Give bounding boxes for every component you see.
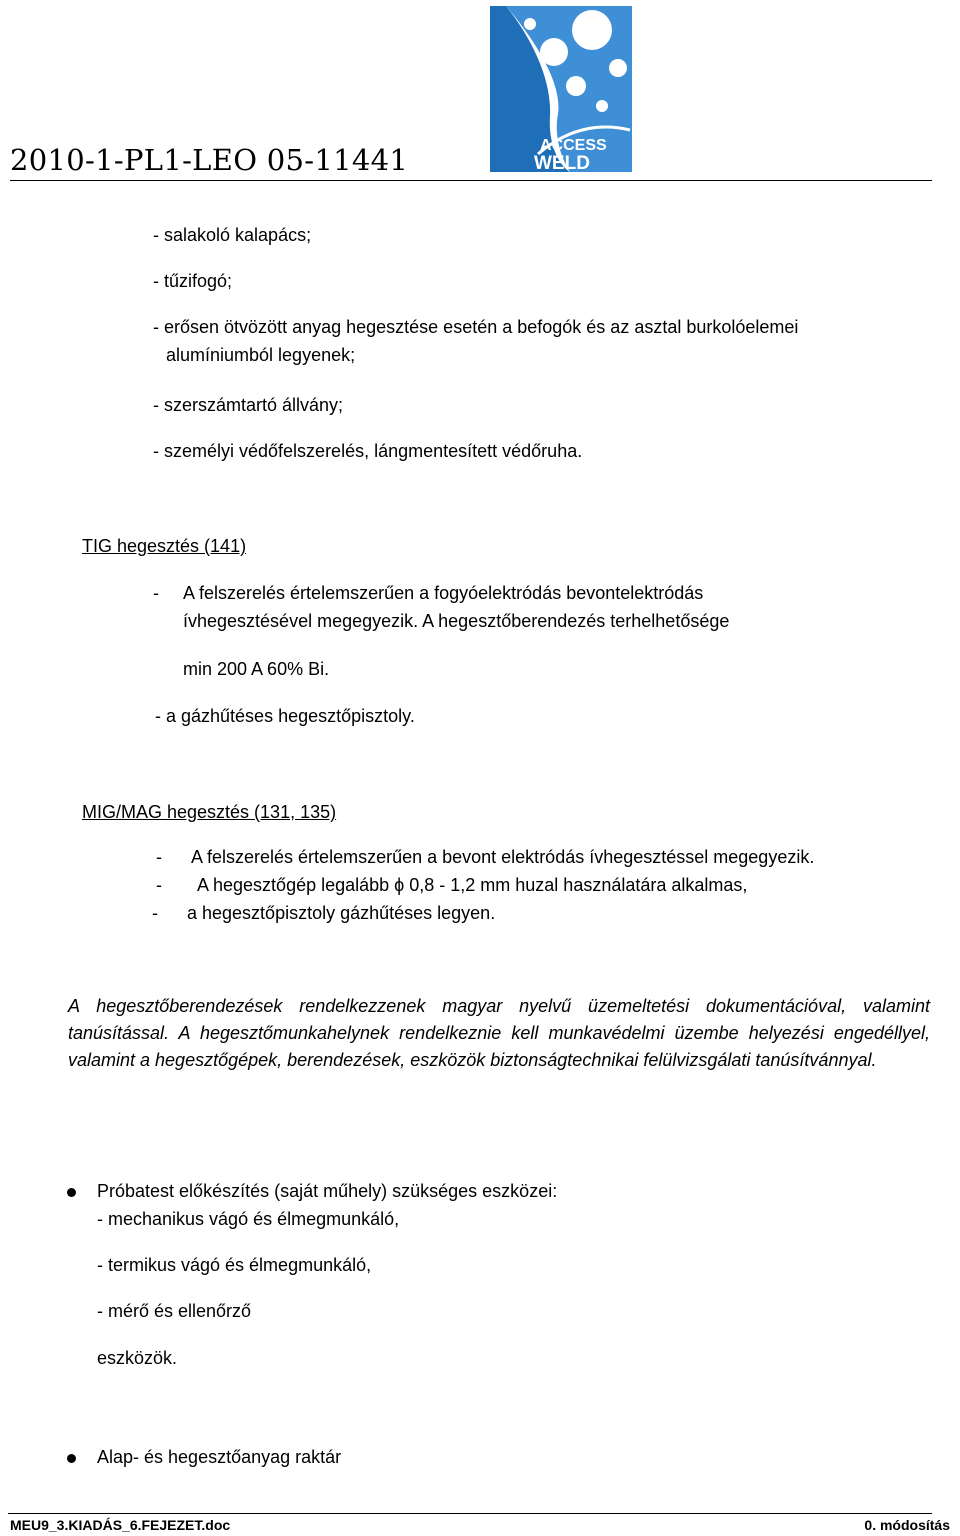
- tig-line: min 200 A 60% Bi.: [183, 659, 330, 679]
- tig-heading: TIG hegesztés (141): [82, 536, 247, 556]
- bullet-icon: [67, 1454, 76, 1463]
- footer-divider: [8, 1513, 932, 1514]
- mig-line: A hegesztőgép legalább ϕ 0,8 - 1,2 mm huzal használatára alkalmas,: [197, 875, 748, 895]
- list-item: - szerszámtartó állvány;: [153, 395, 344, 415]
- mig-line: A felszerelés értelemszerűen a bevont elektródás ívhegesztéssel megegyezik.: [191, 847, 815, 867]
- tig-line: ívhegesztésével megegyezik. A hegesztőberendezés terhelhetősége: [183, 611, 730, 631]
- tig-dash: -: [153, 583, 159, 603]
- mig-heading: MIG/MAG hegesztés (131, 135): [82, 802, 337, 822]
- bullet-title: Próbatest előkészítés (saját műhely) szükséges eszközei:: [97, 1181, 558, 1201]
- header-divider: [10, 180, 932, 181]
- mig-dash: -: [156, 875, 162, 895]
- logo-text-weld: WELD: [534, 153, 590, 172]
- bullet-subitem: eszközök.: [97, 1348, 178, 1368]
- access-weld-logo: [490, 6, 632, 172]
- list-item: - salakoló kalapács;: [153, 225, 312, 245]
- bullet-subitem: - mérő és ellenőrző: [97, 1301, 252, 1321]
- mig-line: a hegesztőpisztoly gázhűtéses legyen.: [187, 903, 496, 923]
- mig-dash: -: [156, 847, 162, 867]
- certification-paragraph: A hegesztőberendezések rendelkezzenek magyar nyelvű üzemeltetési dokumentációval, valamint tanúsítással. A hegesztőmunkahelynek rendelkeznie kell munkavédelmi üzembe helyezési engedéllyel, valamint a hegesztőgépek, berendezések, eszközök biztonságtechnikai felülvizsgálati tanúsítvánnyal.: [68, 996, 930, 1070]
- list-item: - tűzifogó;: [153, 271, 233, 291]
- bullet-subitem: - termikus vágó és élmegmunkáló,: [97, 1255, 372, 1275]
- footer-filename: MEU9_3.KIADÁS_6.FEJEZET.doc: [10, 1517, 231, 1533]
- bullet-subitem: - mechanikus vágó és élmegmunkáló,: [97, 1209, 400, 1229]
- tig-line: - a gázhűtéses hegesztőpisztoly.: [155, 706, 415, 726]
- list-item: - személyi védőfelszerelés, lángmentesített védőruha.: [153, 441, 583, 461]
- bullet-title: Alap- és hegesztőanyag raktár: [97, 1447, 342, 1467]
- bullet-icon: [67, 1188, 76, 1197]
- list-item: - erősen ötvözött anyag hegesztése esetén a befogók és az asztal burkolóelemei: [153, 317, 799, 337]
- footer-revision: 0. módosítás: [864, 1517, 950, 1533]
- tig-line: A felszerelés értelemszerűen a fogyóelektródás bevontelektródás: [183, 583, 704, 603]
- logo-text-access: ACCESS: [540, 137, 607, 154]
- list-item-continuation: alumíniumból legyenek;: [166, 345, 356, 365]
- mig-dash: -: [152, 903, 158, 923]
- document-code-title: 2010-1-PL1-LEO 05-11441: [10, 143, 409, 177]
